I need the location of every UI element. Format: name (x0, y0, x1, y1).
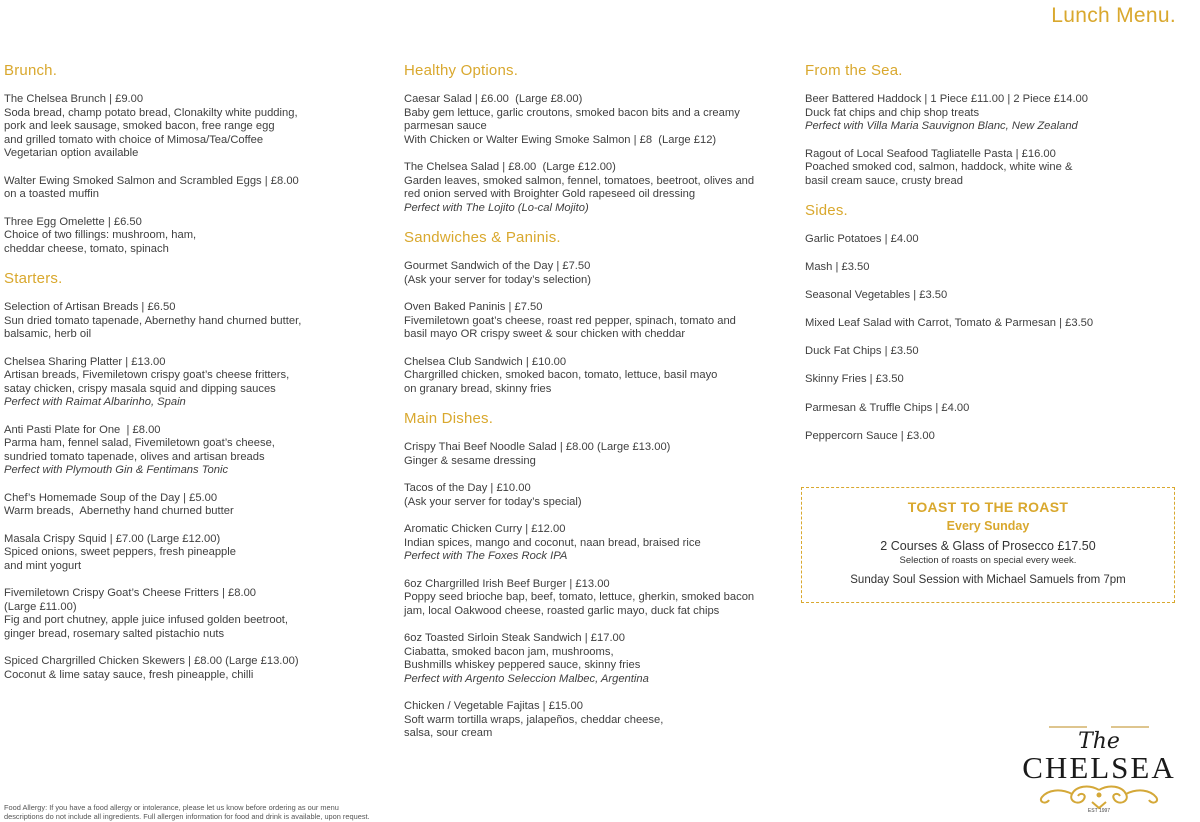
menu-item-pairing: Perfect with Argento Seleccion Malbec, Argentina (404, 672, 649, 685)
menu-item-description: red onion served with Broighter Gold rapeseed oil dressing (404, 188, 696, 200)
menu-item-description: Baby gem lettuce, garlic croutons, smoked bacon bits and a creamy (404, 106, 740, 119)
menu-item-description: Artisan breads, Fivemiletown crispy goat’s cheese fritters, (4, 369, 290, 381)
menu-item-description: Fivemiletown goat’s cheese, roast red pepper, spinach, tomato and (404, 314, 736, 327)
menu-item (4, 356, 384, 410)
menu-item (805, 93, 1190, 134)
roast-session: Sunday Soul Session with Michael Samuels from 7pm (850, 574, 1126, 586)
roast-note: Selection of roasts on special every week. (899, 555, 1077, 566)
section-heading: Main Dishes. (404, 410, 494, 427)
menu-item (805, 233, 1190, 247)
menu-item-description: basil mayo OR crispy sweet & sour chicken with cheddar (404, 328, 686, 340)
menu-item-pairing: Perfect with The Lojito (Lo-cal Mojito) (404, 201, 589, 214)
menu-item-name-price: Garlic Potatoes | £4.00 (805, 233, 919, 245)
menu-item-name-price: Crispy Thai Beef Noodle Salad | £8.00 (Large £13.00) (404, 441, 671, 453)
menu-item-name-price: Caesar Salad | £6.00 (Large £8.00) (404, 93, 583, 105)
menu-item-name-price: Peppercorn Sauce | £3.00 (805, 429, 935, 442)
menu-item-name-price: Mash | £3.50 (805, 261, 870, 274)
menu-item-description: jam, local Oakwood cheese, roasted garlic mayo, duck fat chips (404, 604, 720, 617)
menu-item-pairing: Perfect with Villa Maria Sauvignon Blanc, New Zealand (805, 120, 1078, 132)
menu-item-name-price: Tacos of the Day | £10.00 (404, 482, 531, 494)
section-heading: Sandwiches & Paninis. (404, 229, 561, 246)
menu-item-description: Warm breads, Abernethy hand churned butter (4, 505, 234, 517)
menu-item-description: (Ask your server for today’s special) (404, 495, 582, 508)
section-starters (4, 270, 384, 682)
menu-item-pairing: Perfect with The Foxes Rock IPA (404, 550, 568, 562)
menu-item-name-price: Beer Battered Haddock | 1 Piece £11.00 | 2 Piece £14.00 (805, 93, 1088, 105)
menu-item-name-price: Three Egg Omelette | £6.50 (4, 215, 142, 228)
menu-item (404, 301, 784, 342)
section-heading: Sides. (805, 202, 848, 219)
footnote-line-2: descriptions do not include all ingredients. Full allergen information for food and drink is available, upon request. (4, 812, 370, 821)
menu-item (805, 289, 1190, 303)
menu-item-name-price: Skinny Fries | £3.50 (805, 373, 904, 386)
section-sandwiches (404, 229, 784, 396)
logo-the: The (1078, 729, 1120, 754)
menu-item-name-price: Seasonal Vegetables | £3.50 (805, 289, 948, 302)
menu-item-description: Duck fat chips and chip shop treats (805, 106, 980, 119)
menu-item-description: parmesan sauce (404, 120, 487, 132)
menu-item-name-price: Spiced Chargrilled Chicken Skewers | £8.00 (Large £13.00) (4, 655, 299, 667)
column-middle (404, 62, 784, 755)
menu-item (404, 161, 784, 215)
menu-item-description: Bushmills whiskey peppered sauce, skinny fries (404, 659, 641, 671)
menu-item-name-price: The Chelsea Salad | £8.00 (Large £12.00) (404, 161, 616, 173)
menu-item (404, 260, 784, 287)
menu-item-description: Fig and port chutney, apple juice infused golden beetroot, (4, 614, 289, 626)
menu-item-description: Ginger & sesame dressing (404, 454, 536, 467)
menu-item (805, 148, 1190, 189)
menu-item-name-price: Chicken / Vegetable Fajitas | £15.00 (404, 700, 583, 712)
roast-subtitle: Every Sunday (946, 519, 1030, 533)
menu-item (404, 578, 784, 619)
menu-item-description: Indian spices, mango and coconut, naan bread, braised rice (404, 536, 701, 549)
menu-item (4, 301, 384, 342)
menu-item-description: and mint yogurt (4, 559, 82, 572)
section-main-dishes (404, 410, 784, 741)
menu-item-description: Vegetarian option available (4, 147, 139, 159)
menu-item (4, 175, 384, 202)
menu-item-name-price: Chelsea Sharing Platter | £13.00 (4, 355, 166, 368)
menu-item-description: Coconut & lime satay sauce, fresh pineapple, chilli (4, 668, 254, 681)
section-brunch (4, 62, 384, 256)
menu-item (805, 345, 1190, 359)
menu-item-description: on a toasted muffin (4, 188, 99, 200)
roast-title: TOAST TO THE ROAST (907, 499, 1069, 515)
menu-item-name-price: Selection of Artisan Breads | £6.50 (4, 301, 176, 313)
menu-item-description: satay chicken, crispy masala squid and dipping sauces (4, 382, 276, 395)
menu-item-name-price: 6oz Chargrilled Irish Beef Burger | £13.00 (404, 577, 610, 590)
menu-item-name-price: Oven Baked Paninis | £7.50 (404, 301, 543, 313)
menu-item-description: and grilled tomato with choice of Mimosa/Tea/Coffee (4, 133, 264, 146)
menu-item-name-price: Walter Ewing Smoked Salmon and Scrambled Eggs | £8.00 (4, 174, 299, 187)
menu-item-description: Sun dried tomato tapenade, Abernethy hand churned butter, (4, 314, 302, 327)
menu-item (4, 93, 384, 161)
menu-item (404, 93, 784, 147)
menu-item-name-price: Anti Pasti Plate for One | £8.00 (4, 423, 161, 436)
menu-title: Lunch Menu. (1051, 4, 1176, 27)
menu-item (805, 317, 1190, 331)
menu-item (4, 587, 384, 641)
menu-item (805, 430, 1190, 444)
menu-item-description: balsamic, herb oil (4, 328, 92, 340)
menu-item (4, 655, 384, 682)
menu-item (404, 632, 784, 686)
logo-ornament-icon (1024, 784, 1174, 810)
menu-item-description: ginger bread, rosemary salted pistachio nuts (4, 627, 225, 640)
menu-item (4, 424, 384, 478)
column-right (805, 62, 1190, 458)
menu-item-pairing: Perfect with Plymouth Gin & Fentimans Tonic (4, 464, 229, 476)
menu-item (4, 492, 384, 519)
menu-item-description: Parma ham, fennel salad, Fivemiletown goat’s cheese, (4, 437, 275, 449)
chelsea-logo (1018, 722, 1180, 820)
menu-item-description: Choice of two fillings: mushroom, ham, (4, 229, 197, 241)
menu-item-name-price: Chef’s Homemade Soup of the Day | £5.00 (4, 491, 218, 504)
column-left (4, 62, 384, 696)
section-healthy-options (404, 62, 784, 215)
menu-item-pairing: Perfect with Raimat Albarinho, Spain (4, 396, 186, 408)
menu-item-name-price: Gourmet Sandwich of the Day | £7.50 (404, 260, 591, 272)
allergy-footnote (4, 803, 424, 821)
menu-item (4, 533, 384, 574)
section-heading: From the Sea. (805, 62, 903, 79)
section-from-the-sea (805, 62, 1190, 188)
menu-item-name-price: The Chelsea Brunch | £9.00 (4, 93, 144, 105)
menu-item-description: Soft warm tortilla wraps, jalapeños, cheddar cheese, (404, 713, 664, 726)
roast-offer: 2 Courses & Glass of Prosecco £17.50 (880, 539, 1096, 553)
menu-item (404, 700, 784, 741)
menu-item-description: Ciabatta, smoked bacon jam, mushrooms, (404, 645, 614, 658)
menu-item-name-price: Ragout of Local Seafood Tagliatelle Pasta | £16.00 (805, 147, 1056, 160)
menu-item-name-price: 6oz Toasted Sirloin Steak Sandwich | £17.00 (404, 632, 625, 644)
roast-promo-box (801, 487, 1175, 603)
menu-item-description: sundried tomato tapenade, olives and artisan breads (4, 450, 265, 463)
menu-item-description: (Ask your server for today’s selection) (404, 273, 591, 286)
menu-item-description: Spiced onions, sweet peppers, fresh pineapple (4, 546, 236, 558)
menu-item (4, 216, 384, 257)
menu-item-description: on granary bread, skinny fries (404, 382, 552, 395)
menu-item-description: Garden leaves, smoked salmon, fennel, tomatoes, beetroot, olives and (404, 174, 755, 187)
menu-item-description: (Large £11.00) (4, 600, 77, 613)
section-heading: Brunch. (4, 62, 58, 79)
menu-item (404, 482, 784, 509)
menu-item-description: Soda bread, champ potato bread, Clonakilty white pudding, (4, 106, 298, 119)
menu-item-name-price: Fivemiletown Crispy Goat’s Cheese Fritters | £8.00 (4, 587, 257, 599)
menu-item (805, 373, 1190, 387)
menu-item-description: Poached smoked cod, salmon, haddock, white wine & (805, 161, 1073, 173)
menu-item-description: Chargrilled chicken, smoked bacon, tomato, lettuce, basil mayo (404, 369, 718, 381)
menu-item (404, 356, 784, 397)
menu-item-name-price: Aromatic Chicken Curry | £12.00 (404, 523, 566, 535)
menu-item-name-price: Parmesan & Truffle Chips | £4.00 (805, 401, 970, 414)
menu-item-description: basil cream sauce, crusty bread (805, 174, 963, 187)
logo-name: CHELSEA (1022, 750, 1176, 785)
menu-item (805, 261, 1190, 275)
menu-item (805, 402, 1190, 416)
menu-item-description: pork and leek sausage, smoked bacon, free range egg (4, 120, 275, 132)
logo-est: EST 1997 (1087, 808, 1111, 814)
menu-item-description: salsa, sour cream (404, 727, 493, 739)
menu-item (404, 523, 784, 564)
menu-item-name-price: Masala Crispy Squid | £7.00 (Large £12.00) (4, 532, 221, 545)
section-heading: Starters. (4, 270, 63, 287)
section-sides (805, 202, 1190, 443)
footnote-line-1: Food Allergy: If you have a food allergy or intolerance, please let us know before ordering as our menu (4, 803, 339, 812)
menu-item-description: Poppy seed brioche bap, beef, tomato, lettuce, gherkin, smoked bacon (404, 591, 755, 603)
menu-item-name-price: Mixed Leaf Salad with Carrot, Tomato & Parmesan | £3.50 (805, 317, 1094, 330)
section-heading: Healthy Options. (404, 62, 519, 79)
menu-item-description: cheddar cheese, tomato, spinach (4, 242, 169, 255)
menu-item (404, 441, 784, 468)
menu-item-description: With Chicken or Walter Ewing Smoke Salmon | £8 (Large £12) (404, 133, 717, 146)
menu-item-name-price: Chelsea Club Sandwich | £10.00 (404, 355, 567, 368)
menu-item-name-price: Duck Fat Chips | £3.50 (805, 345, 919, 358)
